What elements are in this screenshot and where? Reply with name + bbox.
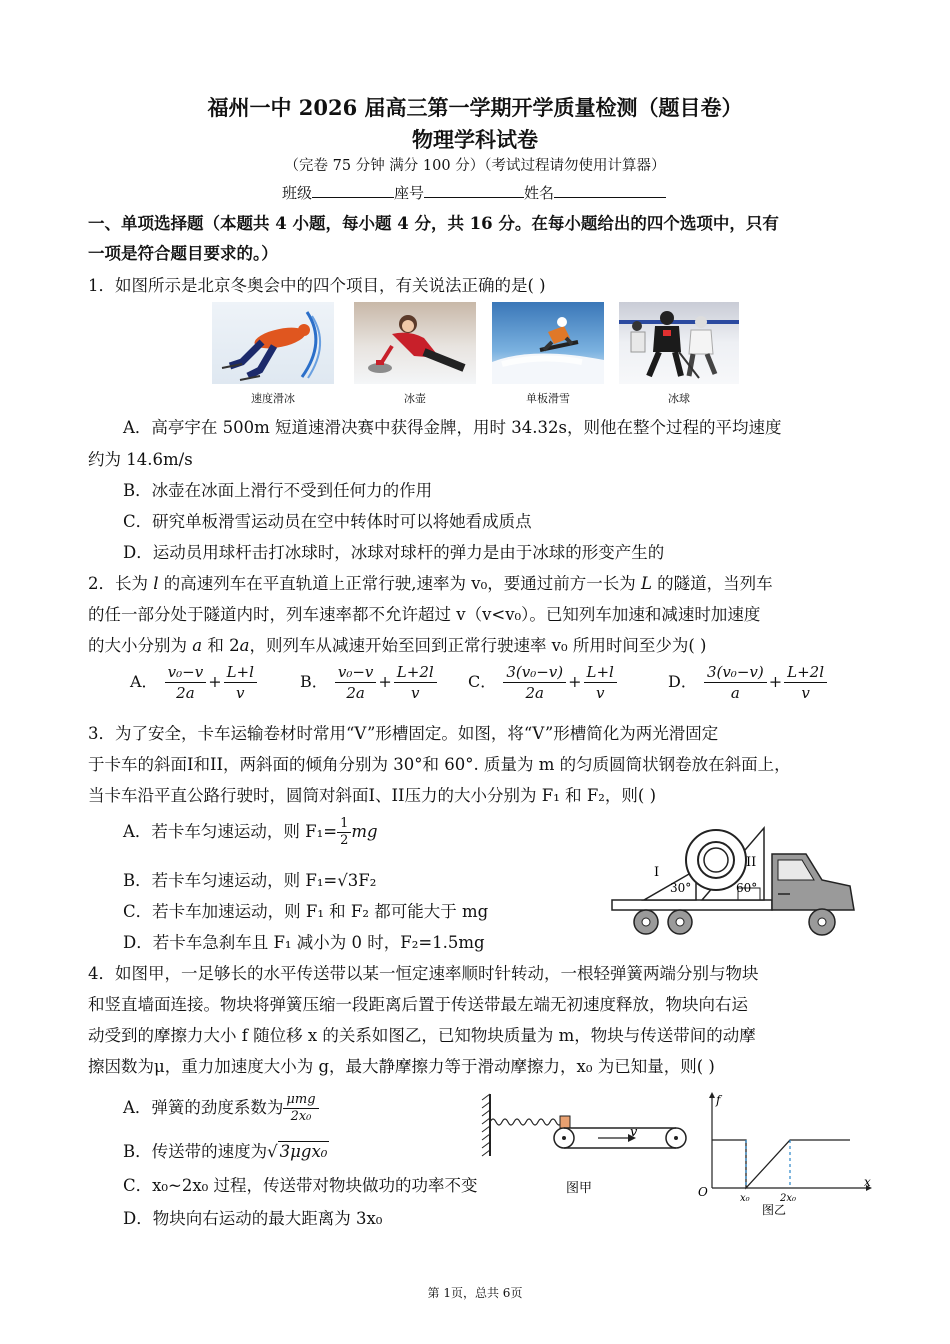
field-class-label: 班级	[282, 184, 313, 202]
curling-photo	[354, 302, 476, 384]
q4-line2: 和竖直墙面连接。物块将弹簧压缩一段距离后置于传送带最左端无初速度释放，物块向右运	[88, 995, 748, 1014]
q4-option-d: D．物块向右运动的最大距离为 3x₀	[123, 1209, 383, 1228]
q1-option-a-line2: 约为 14.6m/s	[88, 450, 193, 469]
slope-I-label: I	[654, 865, 660, 880]
q2-option-d: D． $\frac{\text{3(v₀−v)}}{a}$ + $\frac{L+2l}{v}$	[668, 662, 829, 703]
q3-option-a: A．若卡车匀速运动，则 F₁= $\frac{1}{2}$ mg	[123, 816, 378, 848]
fig-jia-caption: 图甲	[566, 1181, 593, 1196]
caption-snowboard: 单板滑雪	[526, 392, 570, 405]
q2-line2: 的任一部分处于隧道内时，列车速率都不允许超过 v（v<v₀）。已知列车加速和减速时加速度	[88, 605, 761, 624]
belt-velocity-label: v	[630, 1125, 638, 1140]
truck-figure	[610, 818, 860, 950]
q4-line4: 擦因数为μ，重力加速度大小为 g，最大静摩擦力等于滑动摩擦力，x₀ 为已知量，则( )	[88, 1057, 715, 1076]
q3-line1: 3．为了安全，卡车运输卷材时常用“V”形槽固定。如图，将“V”形槽简化为两光滑固定	[88, 724, 719, 743]
q4-option-a: A．弹簧的劲度系数为 $\frac{\text{μmg}}{\text{2x₀}}$	[123, 1092, 319, 1125]
q3-option-d: D．若卡车急刹车且 F₁ 减小为 0 时，F₂=1.5mg	[123, 933, 485, 952]
q1-option-b: B．冰壶在冰面上滑行不受到任何力的作用	[123, 481, 433, 500]
field-name-label: 姓名	[524, 184, 555, 202]
q1-option-a-line1: A．高亭宇在 500m 短道速滑决赛中获得金牌，用时 34.32s，则他在整个过程的平均速度	[123, 418, 782, 437]
q2-line1: 2．长为 l 的高速列车在平直轨道上正常行驶,速率为 v₀，要通过前方一长为 L 的隧道，当列车	[88, 574, 773, 593]
caption-speed-skating: 速度滑冰	[251, 392, 295, 405]
angle-30-label: 30°	[670, 881, 692, 895]
snowboard-photo	[492, 302, 604, 384]
q4-line1: 4．如图甲，一足够长的水平传送带以某一恒定速率顺时针转动，一根轻弹簧两端分别与物块	[88, 964, 759, 983]
field-seat-label: 座号	[394, 184, 425, 202]
angle-60-label: 60°	[736, 881, 758, 895]
axis-x-label: x	[864, 1175, 871, 1189]
speed-skating-photo	[212, 302, 334, 384]
tick-x0-label: x₀	[740, 1193, 750, 1204]
page-footer: 第 1页，总共 6页	[427, 1286, 523, 1300]
student-fields	[282, 182, 666, 203]
section-heading-1: 一、单项选择题（本题共 4 小题，每小题 4 分，共 16 分。在每小题给出的四个选项中，只有	[88, 214, 779, 233]
fig-yi-caption: 图乙	[762, 1203, 787, 1217]
q3-line2: 于卡车的斜面I和II，两斜面的倾角分别为 30°和 60°. 质量为 m 的匀质圆筒状钢卷放在斜面上，	[88, 755, 791, 774]
section-heading-2: 一项是符合题目要求的。）	[88, 244, 278, 263]
q2-line3: 的大小分别为 a 和 2a，则列车从减速开始至回到正常行驶速率 v₀ 所用时间至少为( )	[88, 636, 707, 655]
origin-label: O	[698, 1185, 708, 1199]
q2-option-b: B． $\frac{\text{v₀−v}}{2a}$ + $\frac{L+2l}{v}$	[300, 662, 439, 703]
exam-title: 福州一中 2026 届高三第一学期开学质量检测（题目卷）	[207, 95, 743, 120]
q1-stem: 1．如图所示是北京冬奥会中的四个项目，有关说法正确的是( )	[88, 276, 546, 295]
exam-info: （完卷 75 分钟 满分 100 分）（考试过程请勿使用计算器）	[284, 158, 666, 174]
q1-option-d: D．运动员用球杆击打冰球时，冰球对球杆的弹力是由于冰球的形变产生的	[123, 543, 665, 562]
slope-II-label: II	[746, 855, 757, 870]
q4-option-c: C．x₀~2x₀ 过程，传送带对物块做功的功率不变	[123, 1176, 478, 1195]
q4-option-b: B．传送带的速度为√ 3μgx₀	[123, 1142, 328, 1161]
friction-graph	[694, 1088, 874, 1218]
q1-option-c: C．研究单板滑雪运动员在空中转体时可以将她看成质点	[123, 512, 532, 531]
tick-2x0-label: 2x₀	[780, 1193, 797, 1204]
conveyor-figure	[478, 1088, 688, 1198]
caption-ice-hockey: 冰球	[668, 392, 690, 405]
q4-line3: 动受到的摩擦力大小 f 随位移 x 的关系如图乙，已知物块质量为 m，物块与传送带间的动摩	[88, 1026, 756, 1045]
ice-hockey-photo	[619, 302, 739, 384]
exam-subtitle: 物理学科试卷	[412, 127, 538, 152]
q2-option-a: A． $\frac{\text{v₀−v}}{2a}$ + $\frac{L+l}{v}$	[130, 662, 259, 703]
caption-curling: 冰壶	[404, 392, 426, 405]
q2-option-c: C． $\frac{\text{3(v₀−v)}}{2a}$ + $\frac{L+l}{v}$	[468, 662, 619, 703]
axis-f-label: f	[716, 1093, 721, 1107]
q3-option-c: C．若卡车加速运动，则 F₁ 和 F₂ 都可能大于 mg	[123, 902, 489, 921]
q3-option-b: B．若卡车匀速运动，则 F₁=√3F₂	[123, 871, 377, 890]
q3-line3: 当卡车沿平直公路行驶时，圆筒对斜面I、II压力的大小分别为 F₁ 和 F₂，则( )	[88, 786, 657, 805]
